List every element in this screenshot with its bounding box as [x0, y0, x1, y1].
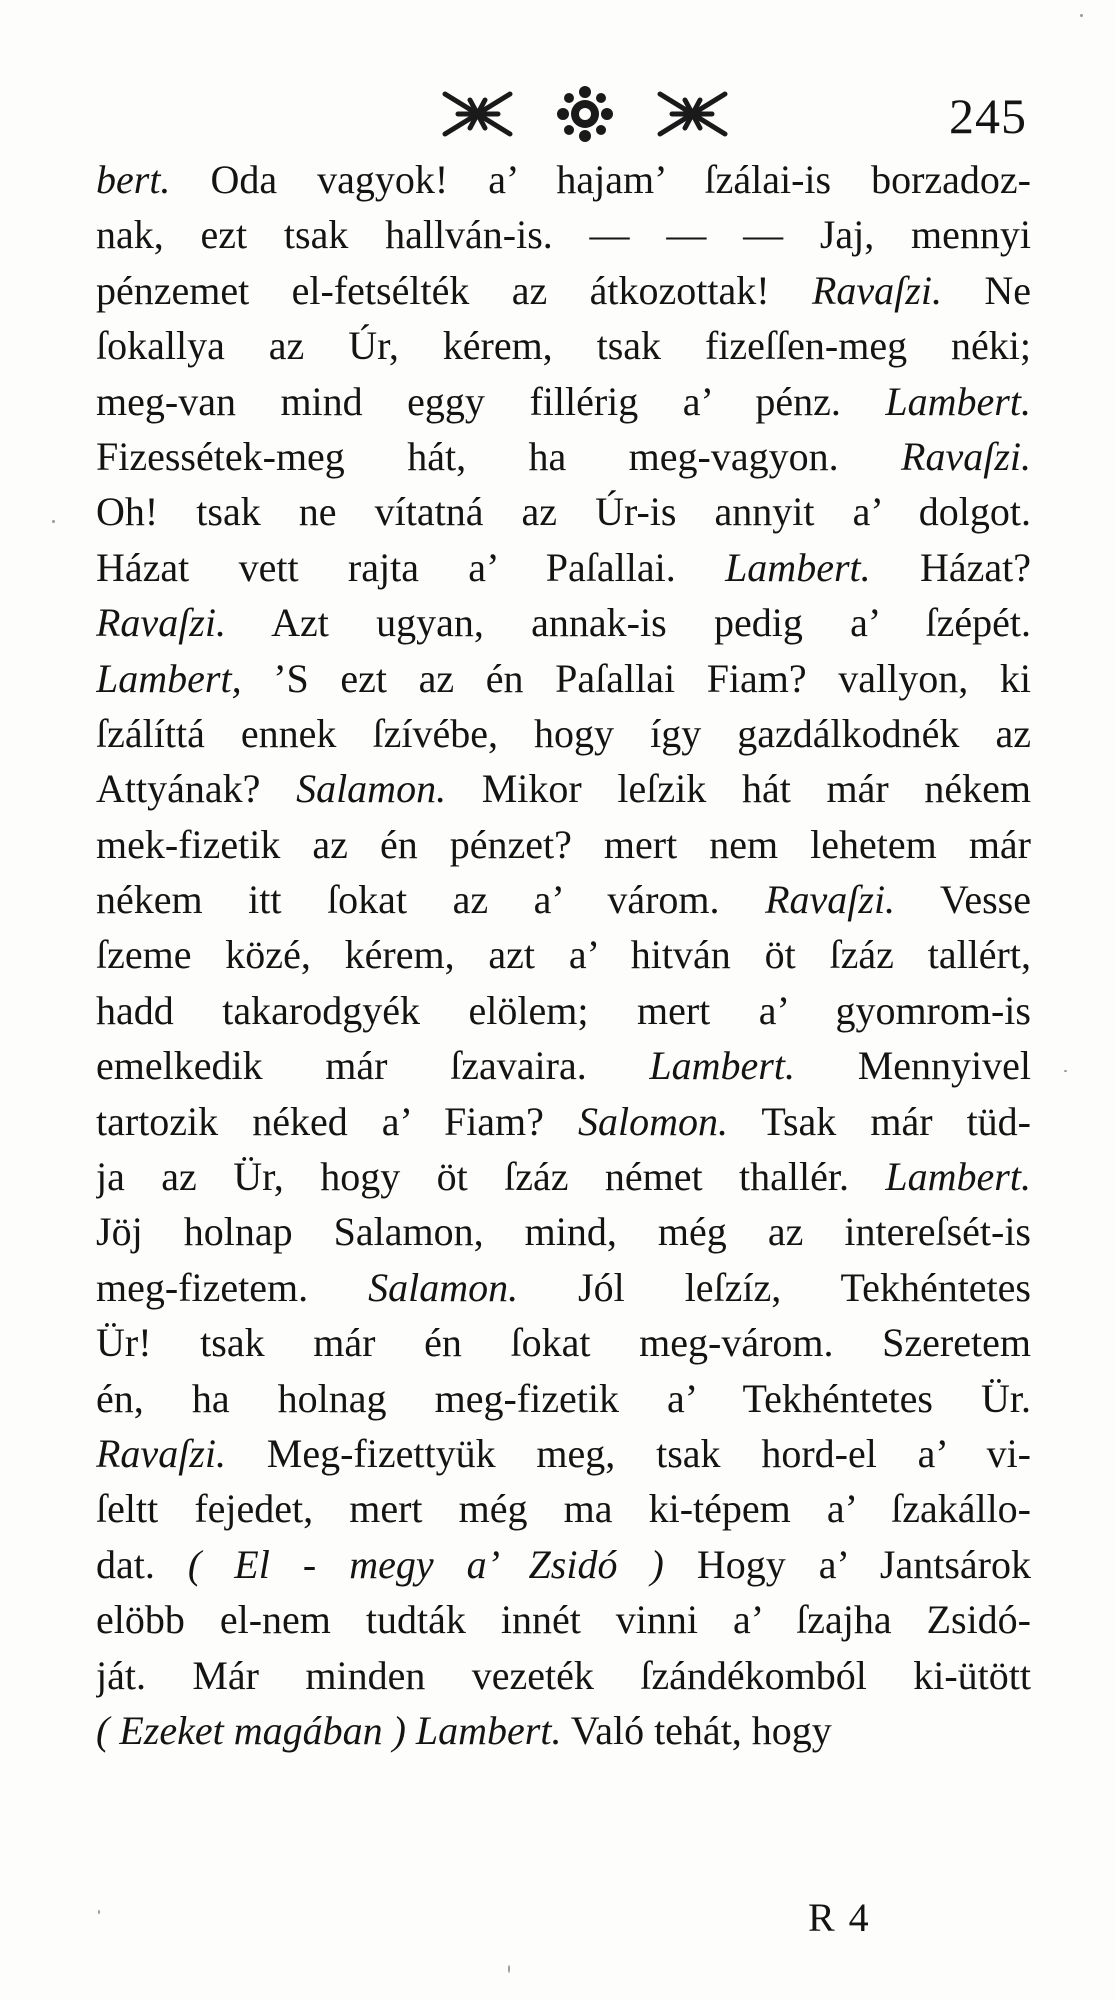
text-run: ſeltt fejedet, mert még ma ki-tépem a’ ſzakállo-: [96, 1486, 1031, 1532]
text-run: Fizessétek-meg hát, ha meg-vagyon.: [96, 433, 902, 479]
text-run: Ür! tsak már én ſokat meg-várom. Szeretem: [96, 1320, 1031, 1366]
text-run: ját. Már minden vezeték ſzándékomból ki-ütött: [96, 1652, 1031, 1698]
text-line: [96, 318, 1031, 373]
text-run: Mennyivel: [795, 1043, 1031, 1089]
text-run: emelkedik már ſzavaira.: [96, 1043, 650, 1089]
text-line: [96, 761, 1031, 816]
text-run: Jól leſzíz, Tekhéntetes: [518, 1264, 1031, 1310]
text-run: Jöj holnap Salamon, mind, még az intereſsét-is: [96, 1209, 1031, 1255]
text-run: hadd takarodgyék elölem; mert a’ gyomrom-is: [96, 987, 1031, 1033]
text-line: [96, 263, 1031, 318]
text-line: [96, 1592, 1031, 1647]
printer-signature-mark: R 4: [808, 1895, 871, 1940]
text-run: ſokallya az Úr, kérem, tsak fizeſſen-meg néki;: [96, 323, 1031, 369]
text-line: [96, 706, 1031, 761]
text-run: Hogy a’ Jantsárok: [663, 1541, 1031, 1587]
text-run: elöbb el-nem tudták innét vinni a’ ſzajha Zsidó-: [96, 1597, 1031, 1643]
text-line: [96, 152, 1031, 207]
text-line: [96, 1094, 1031, 1149]
text-run: Oh! tsak ne vítatná az Úr-is annyit a’ dolgot.: [96, 489, 1031, 535]
text-run: Házat vett rajta a’ Paſallai.: [96, 544, 726, 590]
text-line: [96, 429, 1031, 484]
text-line: [96, 983, 1031, 1038]
text-line: [96, 1426, 1031, 1481]
text-run: mek-fizetik az én pénzet? mert nem lehetem már: [96, 821, 1031, 867]
paper-speck: [508, 1965, 510, 1973]
text-run: Attyának?: [96, 766, 297, 812]
speaker-or-direction: Ravaſzi.: [96, 600, 226, 646]
text-line: [96, 1481, 1031, 1536]
text-run: meg-van mind eggy fillérig a’ pénz.: [96, 378, 886, 424]
text-run: meg-fizetem.: [96, 1264, 369, 1310]
text-line: [96, 1703, 1031, 1758]
text-run: Tsak már tüd-: [727, 1098, 1031, 1144]
text-run: Oda vagyok! a’ hajam’ ſzálai-is borzadoz-: [170, 157, 1031, 202]
speaker-or-direction: Ravaſzi.: [811, 267, 942, 313]
speaker-or-direction: Salamon.: [296, 766, 447, 812]
text-line: [96, 484, 1031, 539]
speaker-or-direction: Ravaſzi.: [765, 877, 896, 923]
text-run: dat.: [96, 1541, 188, 1587]
text-line: [96, 1537, 1031, 1592]
text-line: [96, 872, 1031, 927]
body-text: [96, 152, 1031, 1758]
text-run: Ne: [941, 267, 1031, 313]
paper-speck: [1064, 1070, 1067, 1072]
text-line: [96, 651, 1031, 706]
speaker-or-direction: Lambert,: [96, 655, 242, 701]
text-run: Meg-fizettyük meg, tsak hord-el a’ vi-: [225, 1430, 1031, 1476]
text-line: [96, 927, 1031, 982]
speaker-or-direction: Lambert.: [725, 544, 871, 590]
paper-speck: [1080, 14, 1083, 17]
paper-speck: [52, 520, 55, 523]
text-line: [96, 1149, 1031, 1204]
text-run: Mikor leſzik hát már nékem: [446, 766, 1031, 812]
text-run: Azt ugyan, annak-is pedig a’ ſzépét.: [225, 600, 1031, 646]
text-line: [96, 1204, 1031, 1259]
text-line: [96, 817, 1031, 872]
text-run: Való tehát, hogy: [561, 1707, 832, 1753]
speaker-or-direction: Lambert.: [649, 1043, 795, 1089]
headpiece-ornament-icon: [440, 82, 730, 142]
text-run: ſzeme közé, kérem, azt a’ hitván öt ſzáz tallért,: [96, 932, 1031, 978]
text-run: ja az Ür, hogy öt ſzáz német thallér.: [96, 1154, 886, 1200]
text-run: ſzálíttá ennek ſzívébe, hogy így gazdálkodnék az: [96, 710, 1031, 756]
text-line: [96, 595, 1031, 650]
text-line: [96, 1260, 1031, 1315]
text-line: [96, 207, 1031, 262]
text-run: ’S ezt az én Paſallai Fiam? vallyon, ki: [241, 655, 1031, 701]
speaker-or-direction: Lambert.: [885, 378, 1031, 424]
text-line: [96, 374, 1031, 429]
text-run: én, ha holnag meg-fizetik a’ Tekhéntetes Ür.: [96, 1375, 1031, 1421]
speaker-or-direction: ( Ezeket magában ) Lambert.: [96, 1707, 562, 1753]
speaker-or-direction: Ravaſzi.: [96, 1430, 226, 1476]
speaker-or-direction: Salomon.: [577, 1098, 728, 1144]
page-header: [0, 78, 1115, 148]
page-number: 245: [949, 88, 1027, 144]
text-run: nak, ezt tsak hallván-is. — — — Jaj, mennyi: [96, 212, 1031, 258]
text-line: [96, 1648, 1031, 1703]
text-run: tartozik néked a’ Fiam?: [96, 1098, 578, 1144]
speaker-or-direction: Lambert.: [885, 1154, 1031, 1200]
paper-speck: [98, 1910, 100, 1914]
text-line: [96, 540, 1031, 595]
text-line: [96, 1038, 1031, 1093]
speaker-or-direction: Salamon.: [368, 1264, 519, 1310]
text-line: [96, 1315, 1031, 1370]
speaker-or-direction: Ravaſzi.: [901, 433, 1031, 479]
speaker-or-direction: ( El - megy a’ Zsidó ): [187, 1541, 664, 1587]
text-run: Házat?: [870, 544, 1031, 590]
text-line: [96, 1371, 1031, 1426]
text-run: pénzemet el-fetsélték az átkozottak!: [96, 267, 812, 313]
text-run: Vesse: [895, 877, 1031, 923]
speaker-or-direction: bert.: [96, 157, 171, 202]
text-run: nékem itt ſokat az a’ várom.: [96, 877, 766, 923]
